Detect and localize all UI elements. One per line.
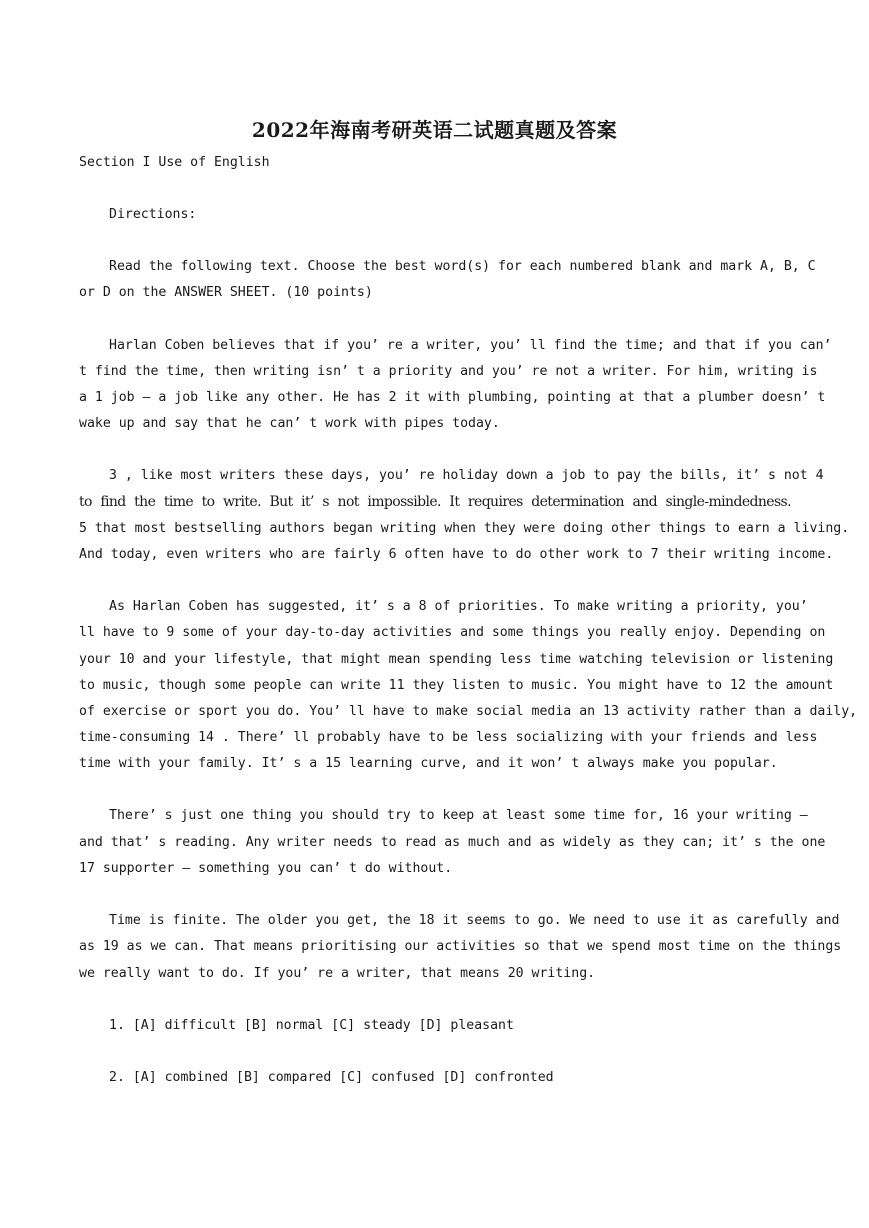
paragraph-line: we really want to do. If you’ re a writer, that means 20 writing. xyxy=(79,966,596,981)
page-title: 2022年海南考研英语二试题真题及答案 xyxy=(251,118,618,142)
section-heading: Section I Use of English xyxy=(79,155,270,170)
paragraph-line: a 1 job – a job like any other. He has 2 it with plumbing, pointing at that a plumber doesn’ t xyxy=(79,390,826,405)
paragraph-line: t find the time, then writing isn’ t a priority and you’ re not a writer. For him, writing is xyxy=(79,364,818,379)
paragraph-line: There’ s just one thing you should try to keep at least some time for, 16 your writing – xyxy=(109,808,808,823)
paragraph-line: of exercise or sport you do. You’ ll have to make social media an 13 activity rather than a daily, xyxy=(79,704,858,719)
paragraph-line: And today, even writers who are fairly 6 often have to do other work to 7 their writing income. xyxy=(79,547,834,562)
paragraph-line: to music, though some people can write 11 they listen to music. You might have to 12 the amount xyxy=(79,678,834,693)
paragraph-line: As Harlan Coben has suggested, it’ s a 8 of priorities. To make writing a priority, you’ xyxy=(109,599,808,614)
question-item: 2. [A] combined [B] compared [C] confused [D] confronted xyxy=(109,1070,554,1085)
paragraph-line: wake up and say that he can’ t work with pipes today. xyxy=(79,416,500,431)
paragraph-line: 3 , like most writers these days, you’ re holiday down a job to pay the bills, it’ s not 4 xyxy=(109,468,824,483)
paragraph-line: 17 supporter – something you can’ t do without. xyxy=(79,861,453,876)
paragraph-line: and that’ s reading. Any writer needs to read as much and as widely as they can; it’ s the one xyxy=(79,835,826,850)
directions-label: Directions: xyxy=(109,207,197,222)
paragraph-line: to find the time to write. But it’ s not impossible. It requires determination and single-mindedness. xyxy=(79,494,791,510)
paragraph-line: 5 that most bestselling authors began writing when they were doing other things to earn a living. xyxy=(79,521,850,536)
paragraph-line: Time is finite. The older you get, the 18 it seems to go. We need to use it as carefully and xyxy=(109,913,840,928)
paragraph-line: your 10 and your lifestyle, that might mean spending less time watching television or listening xyxy=(79,652,834,667)
question-item: 1. [A] difficult [B] normal [C] steady [D] pleasant xyxy=(109,1018,514,1033)
paragraph-line: or D on the ANSWER SHEET. (10 points) xyxy=(79,285,373,300)
paragraph-line: Harlan Coben believes that if you’ re a writer, you’ ll find the time; and that if you can’ xyxy=(109,338,832,353)
paragraph-line: as 19 as we can. That means prioritising our activities so that we spend most time on the things xyxy=(79,939,842,954)
paragraph-line: ll have to 9 some of your day-to-day activities and some things you really enjoy. Depending on xyxy=(79,625,826,640)
paragraph-line: time-consuming 14 . There’ ll probably have to be less socializing with your friends and less xyxy=(79,730,818,745)
paragraph-line: Read the following text. Choose the best word(s) for each numbered blank and mark A, B, C xyxy=(109,259,816,274)
paragraph-line: time with your family. It’ s a 15 learning curve, and it won’ t always make you popular. xyxy=(79,756,778,771)
